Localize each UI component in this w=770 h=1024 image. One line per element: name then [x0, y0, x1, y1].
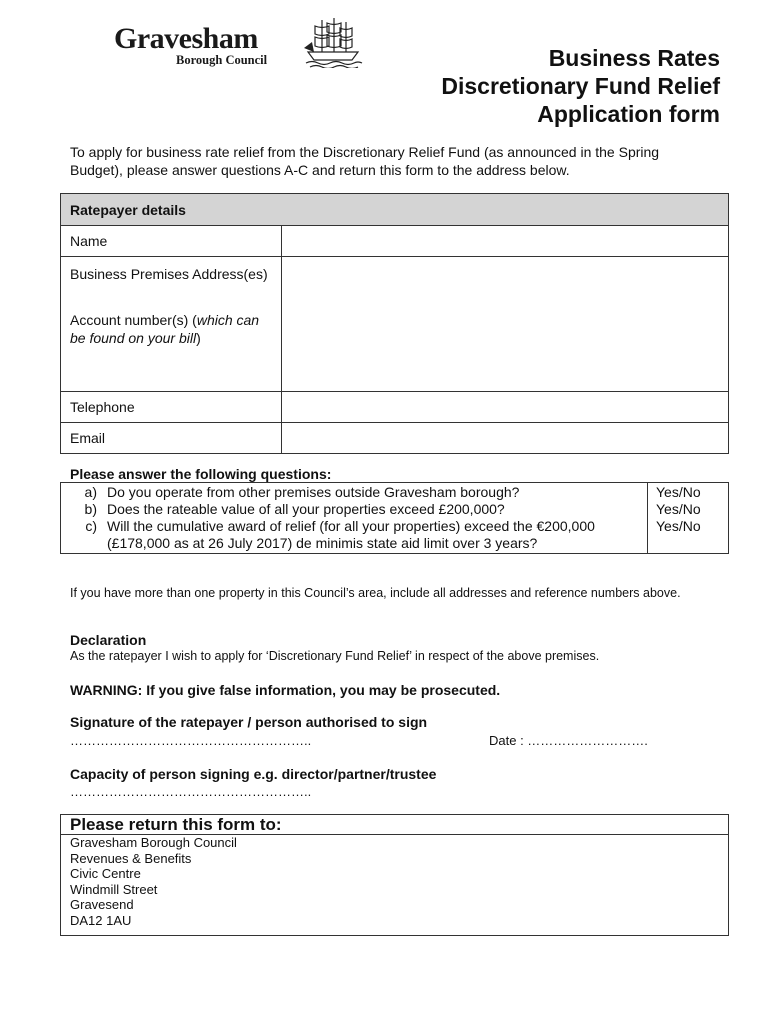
telephone-field[interactable] — [282, 392, 729, 423]
question-c — [71, 518, 647, 552]
address-line: Civic Centre — [70, 866, 141, 881]
ratepayer-details-table — [60, 193, 729, 454]
answer-b[interactable]: Yes/No — [656, 501, 701, 517]
return-address-box — [60, 814, 729, 936]
account-label-end: ) — [196, 330, 201, 346]
address-account-field[interactable] — [282, 257, 729, 392]
address-line: Gravesend — [70, 897, 134, 912]
name-field[interactable] — [282, 226, 729, 257]
multiple-property-note: If you have more than one property in this Council’s area, include all addresses and reference numbers above. — [70, 586, 681, 600]
address-line: Gravesham Borough Council — [70, 835, 237, 850]
questions-table — [60, 482, 729, 554]
address-line: Revenues & Benefits — [70, 850, 192, 866]
return-address — [70, 835, 237, 928]
date-field[interactable]: Date : ………………………. — [489, 733, 648, 748]
title-line-3: Application form — [537, 101, 720, 127]
question-letter: a) — [84, 484, 97, 500]
ship-icon — [302, 16, 364, 68]
title-line-1: Business Rates — [548, 45, 720, 71]
answers-column — [648, 483, 729, 554]
address-line: DA12 1AU — [70, 912, 132, 928]
logo-subtitle: Borough Council — [176, 53, 268, 67]
question-text: Will the cumulative award of relief (for all your properties) exceed the €200,000 (£178,000 as at 26 July 2017) de minimis state aid limit over 3 years? — [107, 518, 595, 551]
form-title — [441, 44, 720, 128]
ratepayer-heading: Ratepayer details — [61, 194, 729, 226]
address-line: Windmill Street — [70, 881, 158, 897]
address-label: Business Premises Address(es) — [70, 266, 268, 282]
email-label: Email — [61, 423, 282, 454]
account-label — [70, 311, 272, 347]
question-text: Does the rateable value of all your properties exceed £200,000? — [107, 501, 505, 517]
question-text: Do you operate from other premises outside Gravesham borough? — [107, 484, 520, 500]
capacity-field[interactable]: ……………………………………………….. — [70, 784, 312, 799]
question-letter: b) — [84, 501, 97, 517]
signature-heading: Signature of the ratepayer / person authorised to sign — [70, 714, 428, 730]
capacity-heading: Capacity of person signing e.g. director/partner/trustee — [70, 766, 437, 782]
declaration-text: As the ratepayer I wish to apply for ‘Discretionary Fund Relief’ in respect of the above premises. — [70, 649, 600, 663]
logo-name: Gravesham — [114, 22, 258, 55]
address-account-label-cell — [61, 257, 282, 392]
account-label-main: Account number(s) ( — [70, 312, 197, 328]
answer-c[interactable]: Yes/No — [656, 518, 701, 534]
email-field[interactable] — [282, 423, 729, 454]
intro-text: To apply for business rate relief from the Discretionary Relief Fund (as announced in the Spring Budget), please answer questions A-C and return this form to the address below. — [70, 144, 660, 178]
question-a — [71, 484, 647, 501]
account-label-hint: which can be found on your bill — [70, 312, 260, 346]
question-b — [71, 501, 647, 518]
questions-list — [61, 483, 648, 554]
declaration-heading: Declaration — [70, 632, 147, 648]
return-heading: Please return this form to: — [70, 815, 282, 834]
name-label: Name — [61, 226, 282, 257]
question-letter: c) — [85, 518, 97, 534]
warning-text: WARNING: If you give false information, you may be prosecuted. — [70, 682, 501, 698]
telephone-label: Telephone — [61, 392, 282, 423]
signature-field[interactable]: ……………………………………………….. — [70, 733, 312, 748]
questions-heading: Please answer the following questions: — [70, 466, 332, 482]
council-logo — [114, 16, 364, 72]
answer-a[interactable]: Yes/No — [656, 484, 701, 500]
title-line-2: Discretionary Fund Relief — [441, 73, 720, 99]
